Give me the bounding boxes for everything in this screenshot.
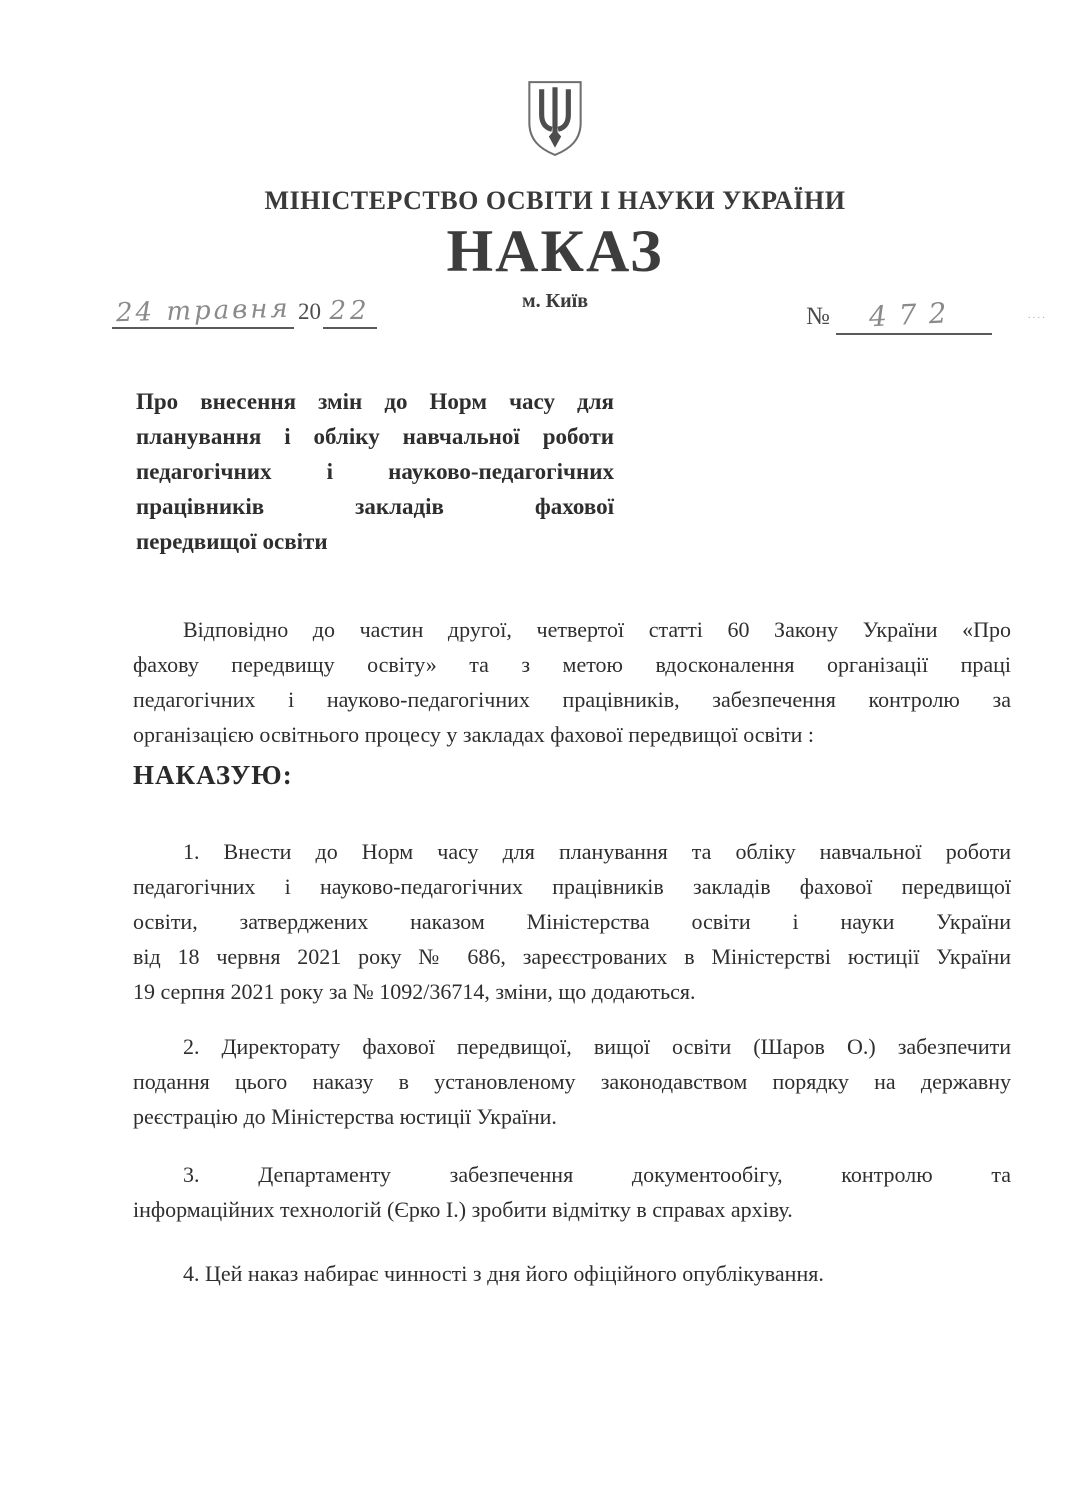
- order-item-line: 2. Директорату фахової передвищої, вищої освіти (Шаров О.) забезпечити: [183, 1034, 1011, 1059]
- ministry-title: МІНІСТЕРСТВО ОСВІТИ І НАУКИ УКРАЇНИ: [264, 186, 846, 215]
- order-item-line: від 18 червня 2021 року № 686, зареєстрованих в Міністерстві юстиції України: [133, 944, 1011, 969]
- preamble-line: Відповідно до частин другої, четвертої статті 60 Закону України «Про: [183, 617, 1011, 642]
- ukraine-trident-emblem-icon: [524, 78, 586, 158]
- order-item-line: 1. Внести до Норм часу для планування та обліку навчальної роботи: [183, 839, 1011, 864]
- preamble-line: фахову передвищу освіту» та з метою вдосконалення організації праці: [133, 652, 1011, 677]
- order-item-line: освіти, затверджених наказом Міністерства освіти і науки України: [133, 909, 1011, 934]
- date-year-handwritten: 22: [329, 296, 371, 326]
- date-day-month-handwritten: 24 травня: [115, 293, 291, 329]
- subject-line: планування і обліку навчальної роботи: [136, 424, 614, 449]
- date-line: [112, 293, 377, 329]
- number-underline: [836, 295, 992, 335]
- order-item-line: 3. Департаменту забезпечення документообігу, контролю та: [183, 1162, 1011, 1187]
- city-line: м. Київ: [521, 290, 588, 312]
- order-item-line: реєстрацію до Міністерства юстиції України.: [133, 1104, 557, 1129]
- date-underline: [112, 293, 294, 329]
- date-century-printed: 20: [298, 299, 321, 324]
- subject-line: працівників закладів фахової: [136, 494, 614, 519]
- order-item-line: 19 серпня 2021 року за № 1092/36714, зміни, що додаються.: [133, 979, 696, 1004]
- subject-line: передвищої освіти: [136, 529, 328, 554]
- order-item-line: 4. Цей наказ набирає чинності з дня його офіційного опублікування.: [183, 1261, 824, 1286]
- preamble-paragraph: [133, 612, 1011, 752]
- date-year-underline: [323, 296, 377, 329]
- order-item-line: педагогічних і науково-педагогічних працівників закладів фахової передвищої: [133, 874, 1011, 899]
- subject-line: педагогічних і науково-педагогічних: [136, 459, 614, 484]
- order-item-2: [133, 1029, 1011, 1134]
- number-trailing-dots: ....: [1027, 309, 1047, 321]
- order-item-line: інформаційних технологій (Єрко І.) зробити відмітку в справах архіву.: [133, 1197, 793, 1222]
- subject-paragraph: [136, 384, 614, 559]
- document-header: [30, 0, 1074, 313]
- order-keyword: НАКАЗУЮ:: [133, 760, 293, 790]
- order-item-3: [133, 1157, 1011, 1227]
- preamble-line: організацією освітнього процесу у закладах фахової передвищої освіти :: [133, 722, 815, 747]
- order-item-1: [133, 834, 1011, 1009]
- preamble-line: педагогічних і науково-педагогічних працівників, забезпечення контролю за: [133, 687, 1011, 712]
- order-number-line: [806, 295, 1047, 335]
- order-item-line: подання цього наказу в установленому законодавством порядку на державну: [133, 1069, 1011, 1094]
- number-sign-label: №: [806, 303, 830, 330]
- subject-line: Про внесення змін до Норм часу для: [136, 389, 614, 414]
- order-item-4: [133, 1256, 1011, 1291]
- document-type-title: НАКАЗ: [446, 218, 664, 284]
- order-number-handwritten: 472: [868, 295, 960, 334]
